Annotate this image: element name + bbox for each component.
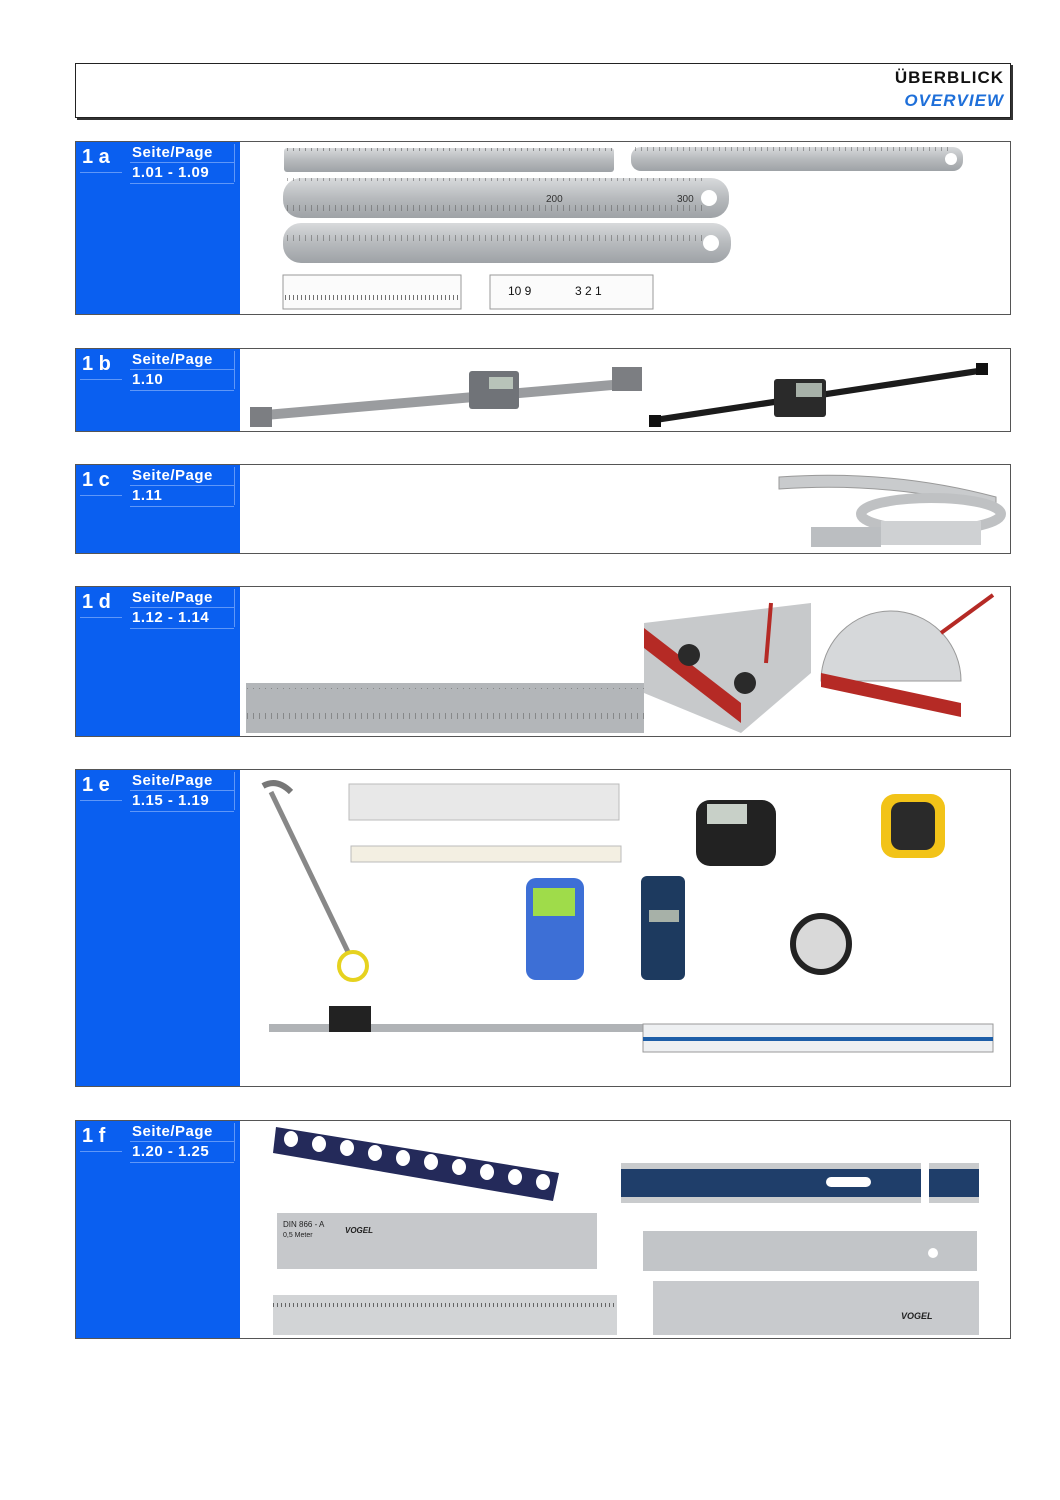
measuring-tools-image [241,774,1011,1084]
section-1f[interactable] [75,1120,1011,1339]
section-page-ref: Seite/Page 1.12 - 1.14 [126,587,240,736]
svg-text:200: 200 [546,194,563,205]
header-title-en: OVERVIEW [904,91,1004,110]
section-code: 1 d [76,587,127,736]
svg-text:10 9: 10 9 [508,284,532,298]
section-code: 1 b [76,349,127,431]
overview-header [75,63,1011,118]
section-code: 1 e [76,770,127,1086]
section-1c[interactable] [75,464,1011,554]
section-1a[interactable] [75,141,1011,315]
svg-text:DIN 866 - A: DIN 866 - A [283,1220,325,1229]
header-title-de: ÜBERBLICK [894,68,1004,87]
section-page-ref: Seite/Page 1.01 - 1.09 [126,142,240,314]
svg-text:3 2 1: 3 2 1 [575,284,602,298]
section-1b[interactable] [75,348,1011,432]
section-page-ref: Seite/Page 1.15 - 1.19 [126,770,240,1086]
section-page-ref: Seite/Page 1.11 [126,465,240,553]
svg-text:VOGEL: VOGEL [901,1311,933,1321]
svg-text:300: 300 [677,194,694,205]
straight-edges-image [241,1123,1011,1337]
digital-scale-image [244,359,1004,429]
svg-text:0,5 Meter: 0,5 Meter [283,1232,313,1239]
carpenter-rulers-image [241,593,1011,735]
svg-text:VOGEL: VOGEL [345,1226,374,1235]
tape-diameter-image [771,469,1011,553]
section-page-ref: Seite/Page 1.10 [126,349,240,431]
section-code: 1 c [76,465,127,553]
section-code: 1 f [76,1121,127,1338]
section-1d[interactable] [75,586,1011,737]
steel-rulers-image [281,145,1011,313]
section-code: 1 a [76,142,127,314]
section-1e[interactable] [75,769,1011,1087]
section-page-ref: Seite/Page 1.20 - 1.25 [126,1121,240,1338]
